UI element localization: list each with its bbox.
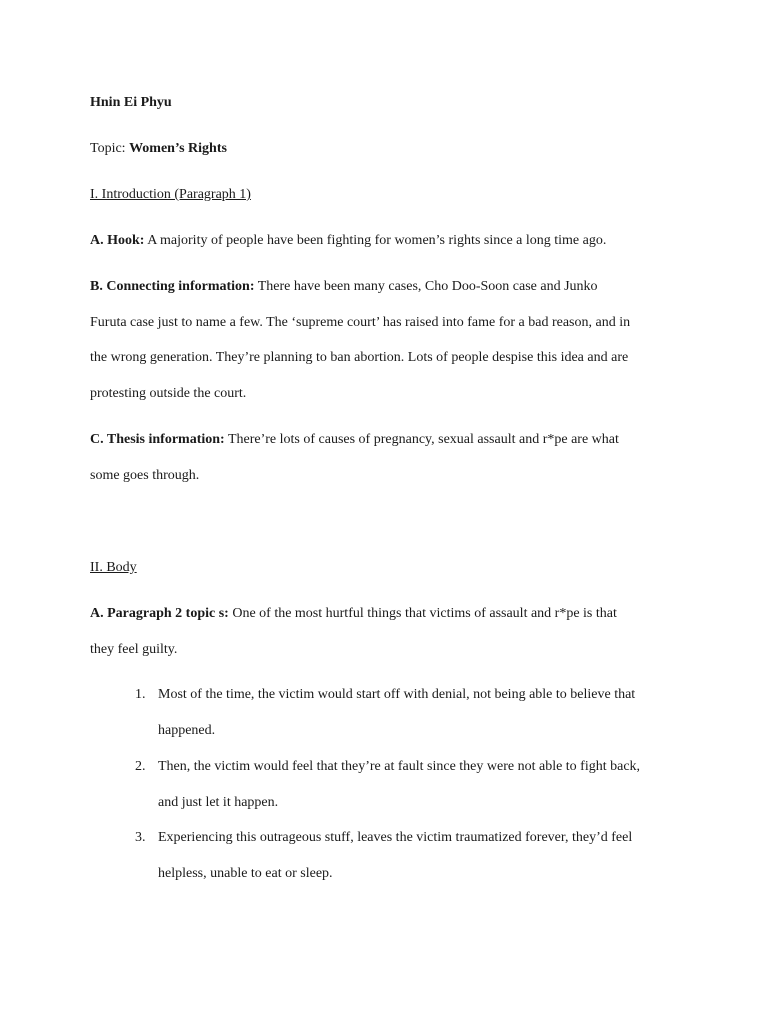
connecting-line-1 [90,278,598,296]
thesis-line-2: some goes through. [90,468,200,483]
list-number-3: 3. [135,830,146,845]
para2-line-1 [90,605,617,623]
topic-line [90,140,227,158]
topic-value: Women’s Rights [129,141,227,156]
hook-text: A majority of people have been fighting for women’s rights since a long time ago. [147,233,607,248]
hook-label: A. Hook: [90,233,145,248]
connecting-line-2: Furuta case just to name a few. The ‘supreme court’ has raised into fame for a bad reason, and in [90,315,631,330]
connecting-label: B. Connecting information: [90,279,255,294]
author-text: Hnin Ei Phyu [90,95,172,110]
body-heading: II. Body [90,560,137,575]
para2-text-1: One of the most hurtful things that victims of assault and r*pe is that [232,606,617,621]
list-number-1: 1. [135,687,146,702]
para2-line-2: they feel guilty. [90,642,178,657]
thesis-line-1 [90,431,619,449]
point-2-line-2: and just let it happen. [158,795,279,810]
point-3-line-2: helpless, unable to eat or sleep. [158,866,333,881]
intro-heading: I. Introduction (Paragraph 1) [90,187,251,202]
author-name [90,94,172,112]
connecting-line-4: protesting outside the court. [90,386,247,401]
point-3-line-1: Experiencing this outrageous stuff, leaves the victim traumatized forever, they’d feel [158,830,633,845]
connecting-line-3: the wrong generation. They’re planning to ban abortion. Lots of people despise this idea and are [90,350,629,365]
point-1-line-2: happened. [158,723,216,738]
topic-label: Topic: [90,141,126,156]
para2-label: A. Paragraph 2 topic s: [90,606,229,621]
hook-line [90,232,606,250]
thesis-label: C. Thesis information: [90,432,225,447]
connecting-text-1: There have been many cases, Cho Doo-Soon case and Junko [257,279,598,294]
point-2-line-1: Then, the victim would feel that they’re at fault since they were not able to fight back, [158,759,641,774]
point-1-line-1: Most of the time, the victim would start off with denial, not being able to believe that [158,687,636,702]
list-number-2: 2. [135,759,146,774]
thesis-text-1: There’re lots of causes of pregnancy, sexual assault and r*pe are what [227,432,619,447]
